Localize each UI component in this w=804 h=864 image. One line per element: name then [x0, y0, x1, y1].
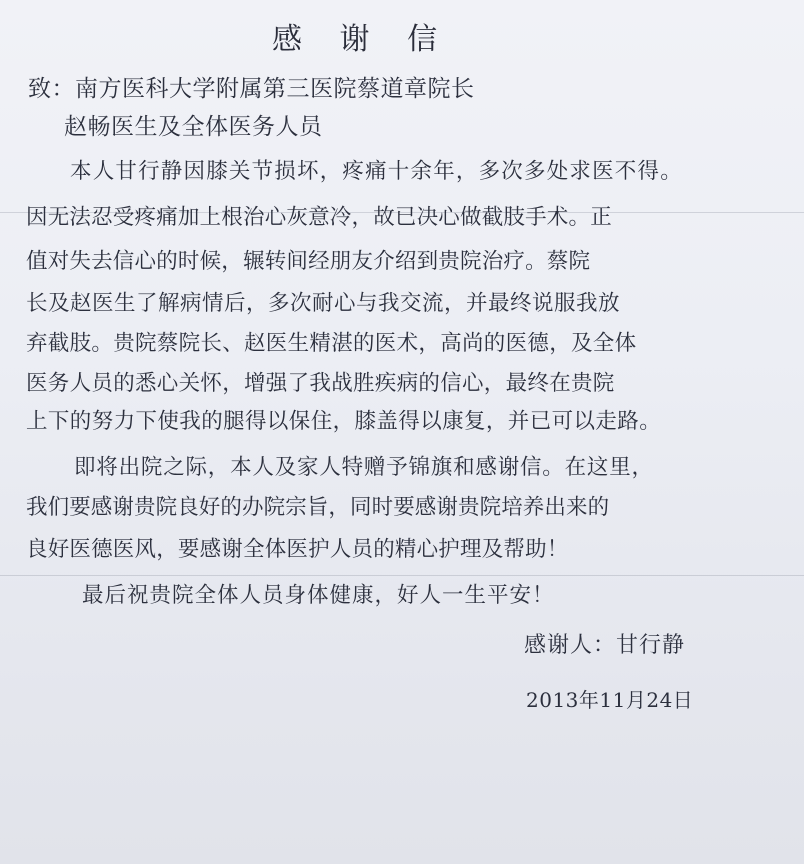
letter-date: 2013年11月24日: [526, 688, 694, 712]
paper-crease: [0, 575, 804, 576]
body-text-line: 因无法忍受疼痛加上根治心灰意冷，故已决心做截肢手术。正: [26, 205, 612, 230]
body-text-line: 医务人员的悉心关怀，增强了我战胜疾病的信心，最终在贵院: [26, 371, 615, 396]
letter-title: 感 谢 信: [272, 22, 452, 57]
body-text-line: 弃截肢。贵院蔡院长、赵医生精湛的医术，高尚的医德，及全体: [26, 331, 637, 356]
body-text-line: 良好医德医风，要感谢全体医护人员的精心护理及帮助！: [26, 537, 569, 562]
salutation-line: 赵畅医生及全体医务人员: [64, 114, 323, 140]
body-text-line: 值对失去信心的时候，辗转间经朋友介绍到贵院治疗。蔡院: [26, 249, 591, 274]
body-text-line: 本人甘行静因膝关节损坏，疼痛十余年，多次多处求医不得。: [70, 159, 683, 184]
salutation-line: 致：南方医科大学附属第三医院蔡道章院长: [28, 76, 475, 102]
body-text-line: 上下的努力下使我的腿得以保住，膝盖得以康复，并已可以走路。: [26, 409, 662, 434]
body-text-line: 我们要感谢贵院良好的办院宗旨，同时要感谢贵院培养出来的: [26, 495, 610, 520]
body-text-line: 长及赵医生了解病情后，多次耐心与我交流，并最终说服我放: [26, 291, 621, 316]
signature: 感谢人：甘行静: [524, 633, 686, 658]
body-text-line: 即将出院之际，本人及家人特赠予锦旗和感谢信。在这里，: [74, 455, 654, 480]
body-text-line: 最后祝贵院全体人员身体健康，好人一生平安！: [82, 583, 555, 608]
